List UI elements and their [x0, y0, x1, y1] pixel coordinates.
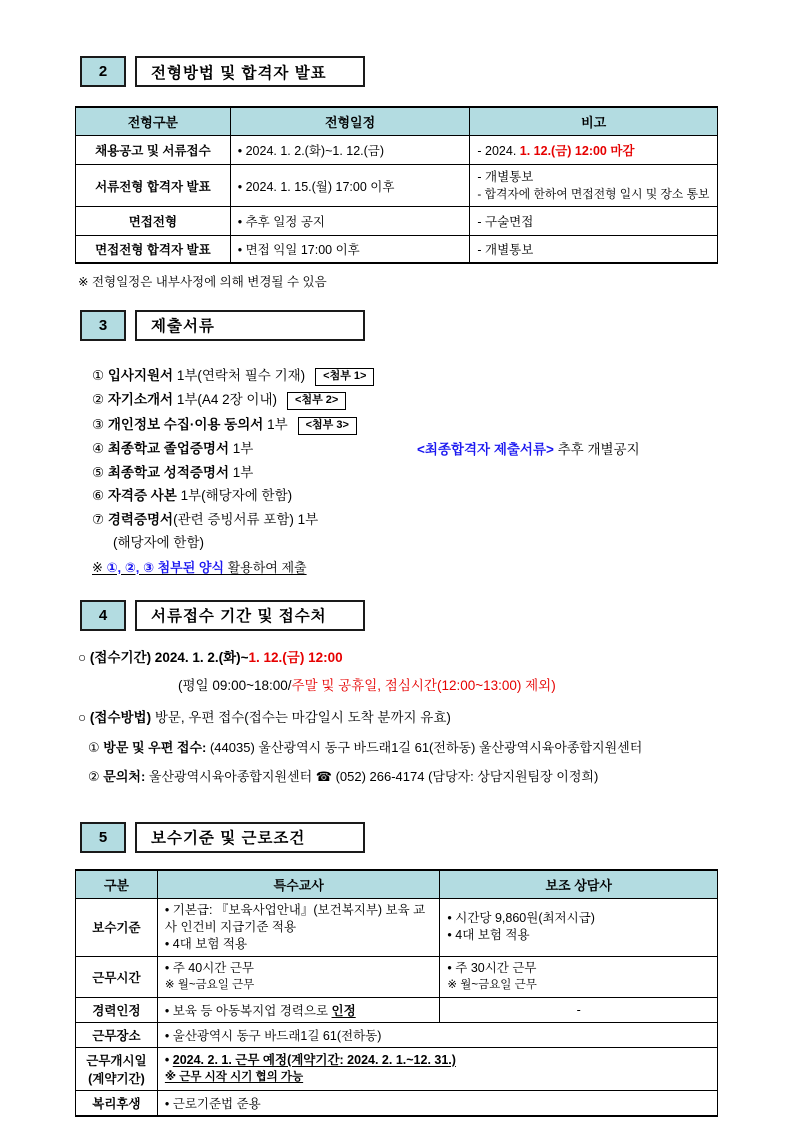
item-number: ⑤: [92, 464, 108, 480]
list-item: [92, 390, 793, 410]
submission-documents-list: [92, 366, 793, 576]
list-item: [92, 486, 793, 505]
section-4-header: [80, 600, 793, 631]
list-item: [92, 463, 793, 482]
bullet-mark: •: [164, 1052, 173, 1067]
selection-schedule-table: [75, 106, 718, 264]
period-label: (접수기간) 2024. 1. 2.(화)~: [89, 649, 249, 665]
row-label: 복리후생: [76, 1090, 158, 1116]
hours-assistant-cell: [440, 956, 718, 997]
row-label: 보수기준: [76, 898, 158, 956]
section-5-header: [80, 822, 793, 853]
table-row: [76, 136, 718, 165]
reception-method-line: [78, 706, 793, 726]
welfare-row: [76, 1090, 718, 1116]
section-3-header: [80, 310, 793, 341]
col-header-note: 비고: [470, 107, 718, 136]
item-number: ①: [92, 367, 108, 383]
career-text: • 보육 등 아동복지업 경력으로: [164, 1003, 332, 1018]
row-label: 경력인정: [76, 997, 158, 1022]
excluded-times-highlight: 주말 및 공휴일, 점심시간(12:00~13:00) 제외): [291, 677, 556, 693]
pay-item: • 4대 보험 적용: [447, 928, 530, 942]
note-text: - 2024.: [477, 144, 520, 158]
table-row: [76, 207, 718, 236]
item-number: ②: [92, 392, 108, 407]
address-text: (44035) 울산광역시 동구 바드래1길 61(전하동) 울산광역시육아종합지원센터: [206, 739, 643, 755]
row-schedule: • 면접 익일 17:00 이후: [230, 236, 470, 263]
item-number: ⑥: [92, 488, 108, 503]
row-label: 면접전형 합격자 발표: [76, 236, 231, 263]
method-detail: 방문, 우편 접수(접수는 마감일시 도착 분까지 유효): [151, 709, 451, 725]
attachment-2-badge: <첨부 2>: [287, 392, 346, 410]
pay-item: • 4대 보험 적용: [164, 936, 248, 951]
row-note: [470, 136, 718, 165]
circle-mark: ○: [78, 709, 90, 725]
table-header-row: [76, 870, 718, 899]
col-header-category: 전형구분: [76, 107, 231, 136]
section-2-header: [80, 56, 793, 87]
col-header-schedule: 전형일정: [230, 107, 470, 136]
label-line: 근무개시일: [86, 1053, 147, 1068]
pay-standard-row: [76, 898, 718, 956]
work-location-cell: • 울산광역시 동구 바드래1길 61(전하동): [157, 1022, 717, 1047]
start-flex-note: ※ 근무 시작 시기 협의 가능: [164, 1070, 304, 1083]
section-4-number-badge: 4: [80, 600, 126, 631]
row-schedule: • 추후 일정 공지: [230, 207, 470, 236]
list-item-continuation: (해당자에 한함): [113, 535, 204, 550]
attachment-1-badge: <첨부 1>: [315, 368, 374, 386]
section-4-title: 서류접수 기간 및 접수처: [135, 600, 365, 631]
section-3-number-badge: 3: [80, 310, 126, 341]
item-number: ①: [88, 739, 104, 755]
col-header-category: 구분: [76, 870, 158, 899]
row-label: 서류전형 합격자 발표: [76, 165, 231, 207]
welfare-cell: • 근로기준법 준용: [157, 1090, 717, 1116]
pay-item: • 시간당 9,860원(최저시급): [447, 911, 595, 925]
item-number: ④: [92, 441, 108, 456]
col-header-special-teacher: 특수교사: [157, 870, 440, 899]
table-row: [76, 236, 718, 263]
section-2-title: 전형방법 및 합격자 발표: [135, 56, 365, 87]
col-header-assistant-counselor: 보조 상담사: [440, 870, 718, 899]
pay-item: • 기본급: 『보육사업안내』(보건복지부) 보육 교사 인건비 지급기준 적용: [164, 902, 426, 934]
section-2-number-badge: 2: [80, 56, 126, 87]
visit-mail-address-line: [88, 737, 793, 756]
note-line: - 개별통보: [477, 169, 534, 184]
career-assistant-cell: -: [440, 997, 718, 1022]
section-5-number-badge: 5: [80, 822, 126, 853]
document-name: 자기소개서: [107, 392, 174, 407]
circle-mark: ○: [78, 649, 90, 665]
final-successful-docs-note: [417, 438, 640, 458]
row-label: 채용공고 및 서류접수: [76, 136, 231, 165]
item-number: ⑦: [92, 511, 108, 527]
start-date-line: [165, 1052, 710, 1069]
row-label: 면접전형: [76, 207, 231, 236]
document-name: 입사지원서: [107, 367, 174, 383]
hours-special-teacher-cell: [157, 956, 440, 997]
item-detail: 1부(연락처 필수 기재): [173, 367, 306, 383]
schedule-change-footnote: ※ 전형일정은 내부사정에 의해 변경될 수 있음: [78, 274, 327, 289]
career-special-teacher-cell: [157, 997, 440, 1022]
item-number: ③: [92, 416, 108, 432]
hours-item: • 주 40시간 근무: [164, 960, 254, 975]
item-detail: 1부: [263, 416, 288, 432]
row-label: 근무시간: [76, 956, 158, 997]
career-recognition-row: [76, 997, 718, 1022]
career-recognized-highlight: 인정: [331, 1003, 356, 1018]
document-name: 자격증 사본: [107, 488, 177, 503]
attached-forms-note: [92, 557, 793, 576]
note-line: - 합격자에 한하여 면접전형 일시 및 장소 통보: [477, 186, 710, 201]
start-date-cell: [157, 1047, 717, 1090]
hours-note: ※ 월~금요일 근무: [164, 978, 255, 991]
contact-line: [88, 766, 793, 785]
document-name: 최종학교 졸업증명서: [107, 441, 229, 456]
hours-note: ※ 월~금요일 근무: [447, 978, 537, 991]
note-mark: ※: [92, 559, 107, 575]
item-detail: (관련 증빙서류 포함) 1부: [173, 511, 319, 527]
row-note: [470, 165, 718, 207]
table-row: [76, 165, 718, 207]
start-date-text: 2024. 2. 1. 근무 예정(계약기간: 2024. 2. 1.~12. 31.): [172, 1052, 456, 1067]
contact-text: 울산광역시육아종합지원센터 ☎ (052) 266-4174 (담당자: 상담지원팀장 이정희): [145, 768, 599, 784]
item-detail: 1부: [228, 464, 254, 480]
attachment-3-badge: <첨부 3>: [298, 417, 357, 435]
period-detail-line: [178, 674, 793, 694]
reception-period-line: [78, 646, 793, 666]
address-label: 방문 및 우편 접수:: [103, 739, 207, 755]
work-location-row: [76, 1022, 718, 1047]
document-name: 개인정보 수집·이용 동의서: [107, 416, 264, 432]
row-label: [76, 1047, 158, 1090]
method-label: (접수방법): [89, 709, 152, 725]
reception-info: [78, 646, 793, 785]
deadline-highlight: 1. 12.(금) 12:00 마감: [519, 144, 635, 158]
row-schedule: • 2024. 1. 2.(화)~1. 12.(금): [230, 136, 470, 165]
item-detail: 1부(해당자에 한함): [176, 488, 293, 503]
row-schedule: • 2024. 1. 15.(월) 17:00 이후: [230, 165, 470, 207]
table-header-row: [76, 107, 718, 136]
list-item: [92, 415, 793, 435]
note-rest: 활용하여 제출: [224, 559, 307, 575]
final-docs-rest: 추후 개별공지: [553, 441, 640, 457]
document-name: 최종학교 성적증명서: [107, 464, 229, 480]
label-line: (계약기간): [88, 1071, 145, 1086]
list-item: [92, 510, 793, 529]
start-date-row: [76, 1047, 718, 1090]
item-detail: 1부: [228, 441, 254, 456]
row-label: 근무장소: [76, 1022, 158, 1047]
forms-highlight: ①, ②, ③ 첨부된 양식: [106, 559, 224, 575]
list-item: [92, 366, 793, 386]
item-detail: 1부(A4 2장 이내): [173, 392, 278, 407]
document-name: 경력증명서: [107, 511, 174, 527]
pay-special-teacher-cell: [157, 898, 440, 956]
working-hours-row: [76, 956, 718, 997]
hours-item: • 주 30시간 근무: [447, 960, 537, 975]
deadline-highlight: 1. 12.(금) 12:00: [248, 649, 343, 665]
working-conditions-table: [75, 869, 718, 1117]
row-note: - 개별통보: [470, 236, 718, 263]
final-docs-highlight: <최종합격자 제출서류>: [417, 441, 554, 457]
item-number: ②: [88, 768, 104, 784]
contact-label: 문의처:: [103, 768, 146, 784]
pay-assistant-cell: [440, 898, 718, 956]
section-3-title: 제출서류: [135, 310, 365, 341]
section-5-title: 보수기준 및 근로조건: [135, 822, 365, 853]
weekday-hours: (평일 09:00~18:00/: [178, 677, 292, 693]
row-note: - 구술면접: [470, 207, 718, 236]
